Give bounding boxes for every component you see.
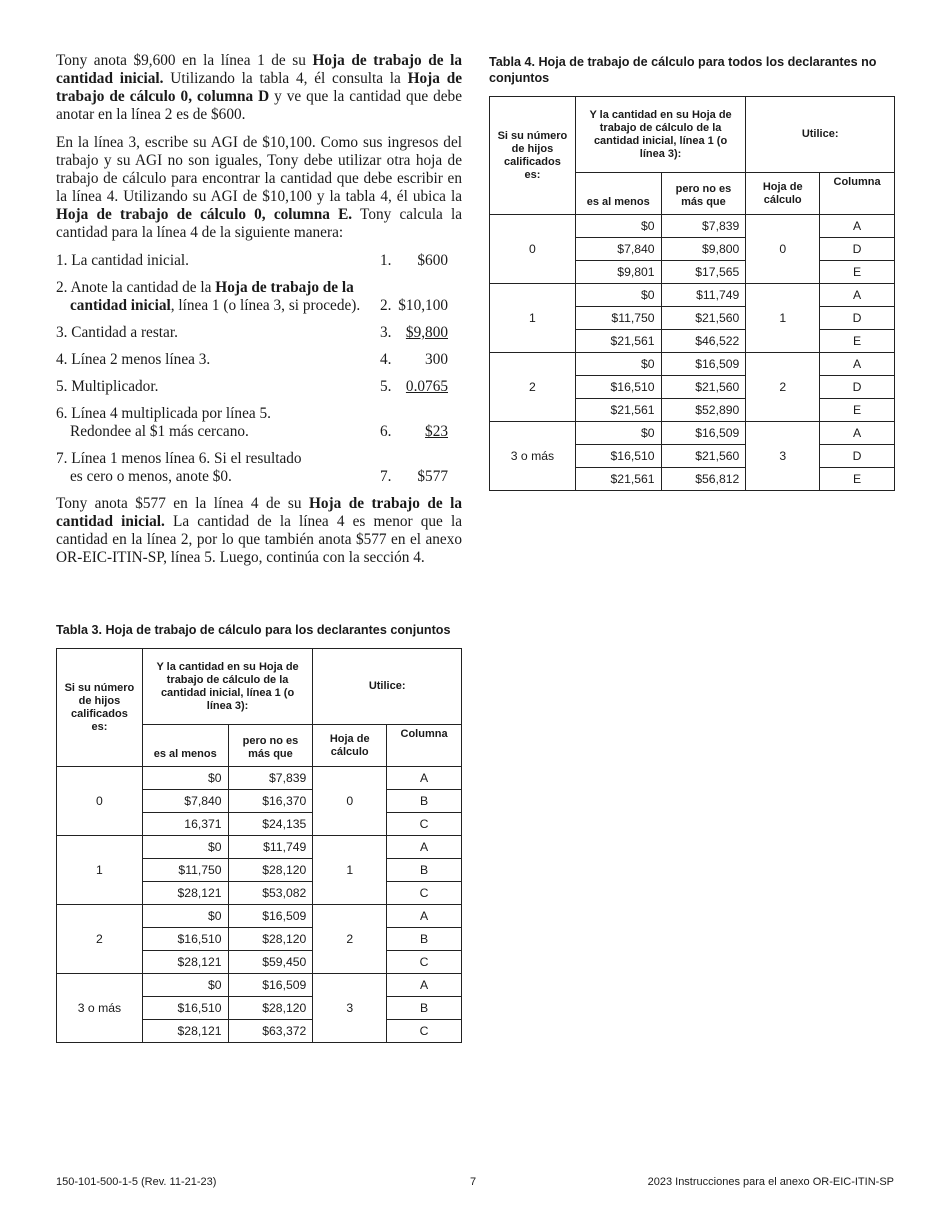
- at-least-cell: $21,561: [575, 399, 661, 422]
- header-worksheet: Hoja de cálculo: [313, 725, 387, 767]
- not-more-cell: $28,120: [228, 997, 313, 1020]
- column-cell: D: [820, 307, 895, 330]
- table-row: [57, 974, 462, 997]
- table-4-caption: Tabla 4. Hoja de trabajo de cálculo para todos los declarantes no conjuntos: [489, 55, 877, 85]
- left-column: [56, 52, 462, 577]
- not-more-cell: $7,839: [661, 215, 746, 238]
- paragraph-1: Tony anota $9,600 en la línea 1 de su Hoja de trabajo de la cantidad inicial. Utilizando la tabla 4, él consulta la Hoja de trabajo de cálculo 0, columna D y ve que la cantidad que debe anotar en la línea 2 es de $600.: [56, 52, 463, 123]
- step-2: 2. Anote la cantidad de la Hoja de trabajo de la cantidad inicial, línea 1 (o línea 3, si procede). 2. $10,100: [56, 279, 448, 314]
- worksheet-cell: 1: [746, 284, 820, 353]
- at-least-cell: $0: [142, 905, 228, 928]
- children-count-cell: 1: [490, 284, 576, 353]
- column-cell: A: [820, 353, 895, 376]
- at-least-cell: $0: [575, 353, 661, 376]
- at-least-cell: $9,801: [575, 261, 661, 284]
- header-amount: Y la cantidad en su Hoja de trabajo de cálculo de la cantidad inicial, línea 1 (o línea 3):: [575, 97, 745, 173]
- not-more-cell: $53,082: [228, 882, 313, 905]
- not-more-cell: $63,372: [228, 1020, 313, 1043]
- at-least-cell: $28,121: [142, 1020, 228, 1043]
- at-least-cell: $16,510: [142, 997, 228, 1020]
- not-more-cell: $52,890: [661, 399, 746, 422]
- header-use: Utilice:: [313, 649, 462, 725]
- table-row: [57, 836, 462, 859]
- header-column: Columna: [387, 725, 462, 767]
- not-more-cell: $11,749: [228, 836, 313, 859]
- at-least-cell: $0: [575, 422, 661, 445]
- column-cell: B: [387, 997, 462, 1020]
- children-count-cell: 2: [57, 905, 143, 974]
- at-least-cell: $0: [142, 836, 228, 859]
- step-5: 5. Multiplicador. 5. 0.0765: [56, 378, 448, 395]
- footer-form-number: 150-101-500-1-5 (Rev. 11-21-23): [56, 1176, 217, 1188]
- at-least-cell: $11,750: [575, 307, 661, 330]
- at-least-cell: $0: [575, 215, 661, 238]
- worksheet-cell: 0: [746, 215, 820, 284]
- header-children: Si su número de hijos calificados es:: [490, 97, 576, 215]
- column-cell: E: [820, 468, 895, 491]
- at-least-cell: $11,750: [142, 859, 228, 882]
- not-more-cell: $28,120: [228, 928, 313, 951]
- column-cell: D: [820, 376, 895, 399]
- not-more-cell: $16,509: [661, 353, 746, 376]
- header-at-least: es al menos: [142, 725, 228, 767]
- children-count-cell: 3 o más: [490, 422, 576, 491]
- table-3-caption: Tabla 3. Hoja de trabajo de cálculo para los declarantes conjuntos: [56, 623, 451, 637]
- at-least-cell: $0: [142, 767, 228, 790]
- children-count-cell: 0: [490, 215, 576, 284]
- header-use: Utilice:: [746, 97, 895, 173]
- footer-title: 2023 Instrucciones para el anexo OR-EIC-ITIN-SP: [647, 1176, 894, 1188]
- table-3: [56, 648, 462, 1043]
- calculation-steps: [56, 252, 462, 486]
- at-least-cell: $28,121: [142, 882, 228, 905]
- column-cell: D: [820, 238, 895, 261]
- children-count-cell: 1: [57, 836, 143, 905]
- table-row: [57, 767, 462, 790]
- at-least-cell: $16,510: [575, 445, 661, 468]
- not-more-cell: $59,450: [228, 951, 313, 974]
- table-row: [490, 422, 895, 445]
- at-least-cell: $28,121: [142, 951, 228, 974]
- column-cell: D: [820, 445, 895, 468]
- column-cell: A: [387, 836, 462, 859]
- at-least-cell: 16,371: [142, 813, 228, 836]
- worksheet-cell: 1: [313, 836, 387, 905]
- not-more-cell: $9,800: [661, 238, 746, 261]
- column-cell: A: [387, 767, 462, 790]
- step-1: 1. La cantidad inicial. 1. $600: [56, 252, 448, 269]
- not-more-cell: $56,812: [661, 468, 746, 491]
- not-more-cell: $21,560: [661, 307, 746, 330]
- at-least-cell: $21,561: [575, 468, 661, 491]
- not-more-cell: $46,522: [661, 330, 746, 353]
- not-more-cell: $17,565: [661, 261, 746, 284]
- not-more-cell: $24,135: [228, 813, 313, 836]
- header-at-least: es al menos: [575, 173, 661, 215]
- not-more-cell: $16,370: [228, 790, 313, 813]
- step-3: 3. Cantidad a restar. 3. $9,800: [56, 324, 448, 341]
- not-more-cell: $16,509: [228, 974, 313, 997]
- column-cell: A: [387, 905, 462, 928]
- not-more-cell: $7,839: [228, 767, 313, 790]
- step-6: 6. Línea 4 multiplicada por línea 5. Redondee al $1 más cercano. 6. $23: [56, 405, 448, 440]
- worksheet-cell: 0: [313, 767, 387, 836]
- column-cell: A: [820, 215, 895, 238]
- at-least-cell: $16,510: [575, 376, 661, 399]
- children-count-cell: 0: [57, 767, 143, 836]
- column-cell: E: [820, 399, 895, 422]
- header-children: Si su número de hijos calificados es:: [57, 649, 143, 767]
- column-cell: A: [387, 974, 462, 997]
- column-cell: E: [820, 330, 895, 353]
- column-cell: C: [387, 1020, 462, 1043]
- table-row: [490, 284, 895, 307]
- not-more-cell: $21,560: [661, 445, 746, 468]
- paragraph-3: Tony anota $577 en la línea 4 de su Hoja de trabajo de la cantidad inicial. La cantidad de la línea 4 es menor que la cantidad en la línea 2, por lo que también anota $577 en el anexo OR-EIC-ITIN-SP, línea 5. Luego, continúa con la sección 4.: [56, 495, 463, 566]
- at-least-cell: $7,840: [575, 238, 661, 261]
- table-row: [490, 215, 895, 238]
- not-more-cell: $28,120: [228, 859, 313, 882]
- not-more-cell: $16,509: [228, 905, 313, 928]
- at-least-cell: $16,510: [142, 928, 228, 951]
- children-count-cell: 3 o más: [57, 974, 143, 1043]
- paragraph-2: En la línea 3, escribe su AGI de $10,100. Como sus ingresos del trabajo y su AGI no son iguales, Tony debe utilizar otra hoja de trabajo de cálculo para encontrar la cantidad que debe escribir en la línea 4. Utilizando su AGI de $10,100 y la tabla 4, él ubica la Hoja de trabajo de cálculo 0, columna E. Tony calcula la cantidad para la línea 4 de la siguiente manera:: [56, 134, 463, 241]
- column-cell: A: [820, 284, 895, 307]
- footer-page-number: 7: [470, 1176, 477, 1188]
- step-4: 4. Línea 2 menos línea 3. 4. 300: [56, 351, 448, 368]
- column-cell: E: [820, 261, 895, 284]
- at-least-cell: $21,561: [575, 330, 661, 353]
- worksheet-cell: 3: [746, 422, 820, 491]
- at-least-cell: $0: [575, 284, 661, 307]
- column-cell: B: [387, 790, 462, 813]
- column-cell: A: [820, 422, 895, 445]
- header-not-more: pero no es más que: [228, 725, 313, 767]
- children-count-cell: 2: [490, 353, 576, 422]
- column-cell: C: [387, 882, 462, 905]
- column-cell: C: [387, 951, 462, 974]
- table-4: [489, 96, 895, 491]
- header-amount: Y la cantidad en su Hoja de trabajo de cálculo de la cantidad inicial, línea 1 (o línea 3):: [142, 649, 312, 725]
- worksheet-cell: 3: [313, 974, 387, 1043]
- step-7: 7. Línea 1 menos línea 6. Si el resultado es cero o menos, anote $0. 7. $577: [56, 450, 448, 485]
- worksheet-cell: 2: [313, 905, 387, 974]
- column-cell: B: [387, 928, 462, 951]
- worksheet-cell: 2: [746, 353, 820, 422]
- at-least-cell: $7,840: [142, 790, 228, 813]
- table-row: [57, 905, 462, 928]
- column-cell: B: [387, 859, 462, 882]
- table-row: [490, 353, 895, 376]
- header-worksheet: Hoja de cálculo: [746, 173, 820, 215]
- at-least-cell: $0: [142, 974, 228, 997]
- not-more-cell: $11,749: [661, 284, 746, 307]
- not-more-cell: $21,560: [661, 376, 746, 399]
- header-column: Columna: [820, 173, 895, 215]
- not-more-cell: $16,509: [661, 422, 746, 445]
- column-cell: C: [387, 813, 462, 836]
- header-not-more: pero no es más que: [661, 173, 746, 215]
